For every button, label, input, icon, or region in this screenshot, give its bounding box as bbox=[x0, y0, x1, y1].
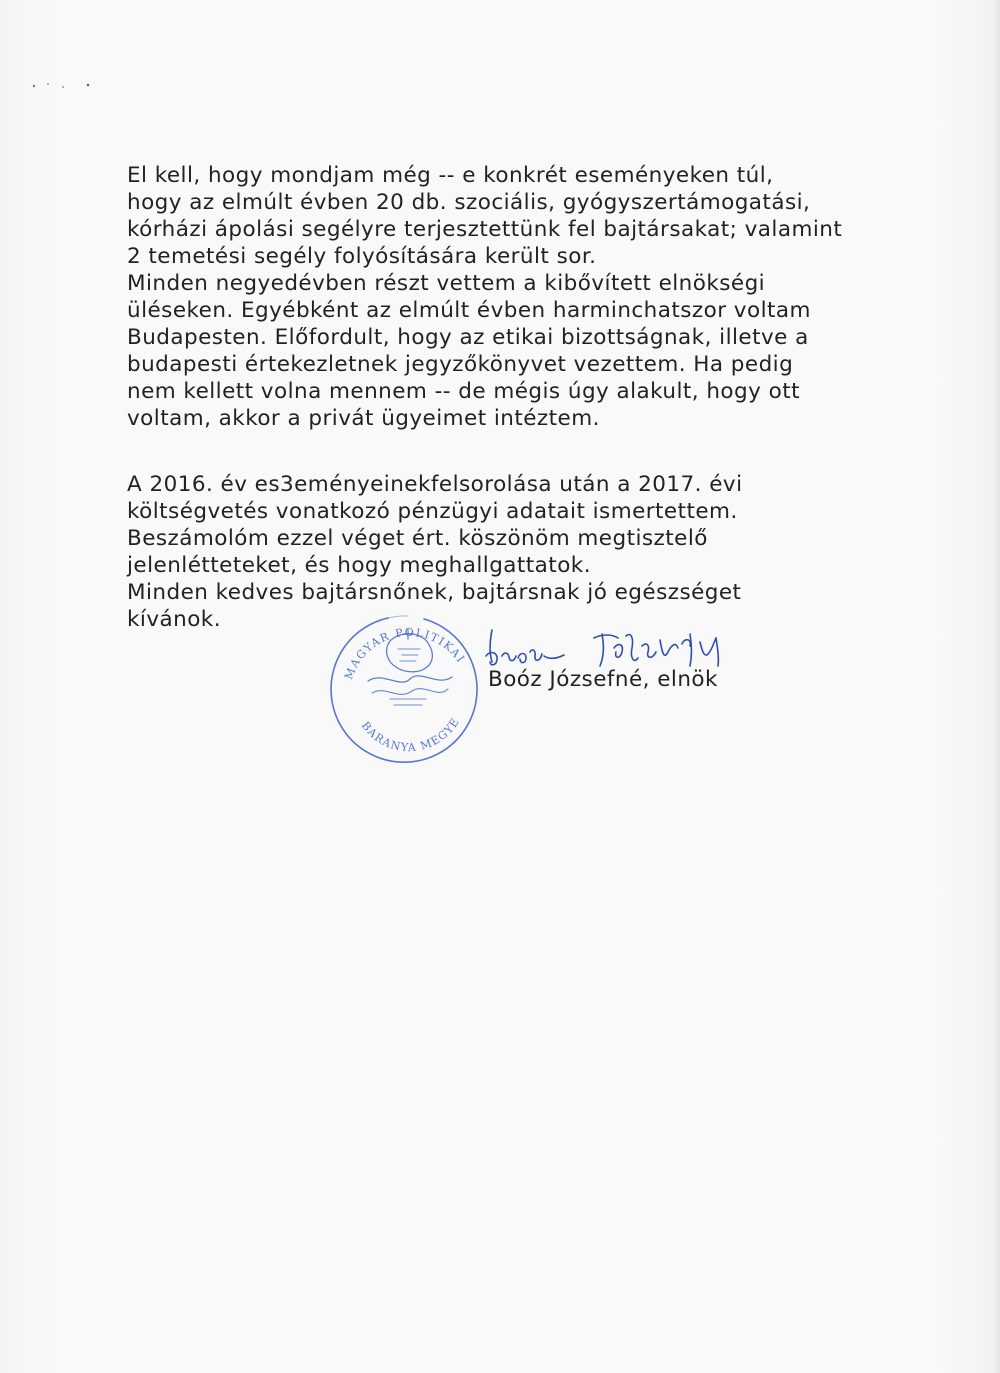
svg-text:BARANYA MEGYE: BARANYA MEGYE bbox=[358, 715, 463, 755]
text-line: A 2016. év es3eményeinekfelsorolása után a 2017. évi bbox=[127, 472, 743, 497]
text-line: kívánok. bbox=[127, 607, 221, 632]
text-line: voltam, akkor a privát ügyeimet intéztem. bbox=[127, 406, 600, 431]
official-stamp bbox=[328, 609, 490, 771]
text-line: Minden kedves bajtársnőnek, bajtársnak jó egészséget bbox=[127, 580, 742, 605]
text-line: hogy az elmúlt évben 20 db. szociális, gyógyszertámogatási, bbox=[127, 190, 811, 215]
text-line: üléseken. Egyébként az elmúlt évben harminchatszor voltam bbox=[127, 298, 811, 323]
text-line: Minden negyedévben részt vettem a kibővített elnökségi bbox=[127, 271, 766, 296]
page-edge-shadow bbox=[992, 0, 1000, 1373]
text-line: 2 temetési segély folyósítására került sor. bbox=[127, 244, 597, 269]
text-line: El kell, hogy mondjam még -- e konkrét eseményeken túl, bbox=[127, 163, 774, 188]
signer-name: Boóz Józsefné, elnök bbox=[488, 667, 718, 692]
scan-specks bbox=[30, 80, 100, 94]
svg-text:MAGYAR POLITIKAI: MAGYAR POLITIKAI bbox=[342, 625, 468, 682]
text-line: költségvetés vonatkozó pénzügyi adatait ismertettem. bbox=[127, 499, 738, 524]
text-line: jelenlétteteket, és hogy meghallgattatok. bbox=[127, 553, 591, 578]
text-line: Budapesten. Előfordult, hogy az etikai bizottságnak, illetve a bbox=[127, 325, 809, 350]
paragraph-activities bbox=[127, 162, 847, 432]
text-line: nem kellett volna mennem -- de mégis úgy alakult, hogy ott bbox=[127, 379, 800, 404]
text-line: kórházi ápolási segélyre terjesztettünk fel bajtársakat; valamint bbox=[127, 217, 843, 242]
text-line: Beszámolóm ezzel véget ért. köszönöm megtisztelő bbox=[127, 526, 708, 551]
text-line: budapesti értekezletnek jegyzőkönyvet vezettem. Ha pedig bbox=[127, 352, 794, 377]
